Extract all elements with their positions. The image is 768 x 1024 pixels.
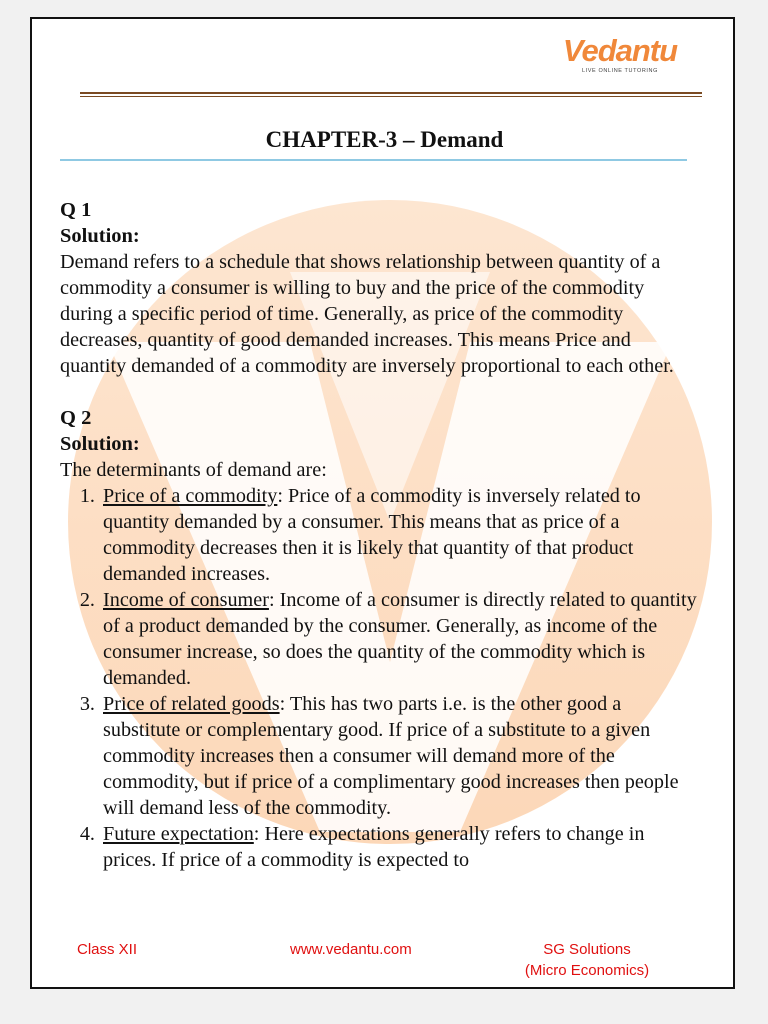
logo-wordmark: Vedantu xyxy=(562,33,678,68)
list-item-term: Income of consumer xyxy=(103,589,269,611)
footer-subject-line1: SG Solutions xyxy=(543,941,631,958)
vedantu-logo xyxy=(560,35,680,75)
determinants-list xyxy=(60,483,700,873)
list-item-text: : Price of a commodity is inversely related to quantity demanded by a consumer. This means that as price of a commodity decreases then it is likely that quantity of that product demanded increases. xyxy=(103,485,641,585)
list-item-text: : Income of a consumer is directly related to quantity of a product demanded by the consumer. Generally, as income of the consumer increase, so does the quantity of the commodity which is demanded. xyxy=(103,589,697,689)
footer-subject-line2: (Micro Economics) xyxy=(524,962,650,979)
header-rule-thin xyxy=(80,96,702,97)
q1-label: Q 1 xyxy=(60,199,92,221)
list-item-text: : This has two parts i.e. is the other good a substitute or complementary good. If price of a substitute to a given commodity increases then a consumer will demand more of the commodity, but if price of a complimentary good increases then people will demand less of the commodity. xyxy=(103,693,679,819)
list-item xyxy=(100,587,700,691)
footer-subject xyxy=(502,939,672,981)
q2-label: Q 2 xyxy=(60,407,92,429)
q2-solution-label: Solution: xyxy=(60,433,140,455)
footer-website-link[interactable]: www.vedantu.com xyxy=(290,941,412,958)
document-page xyxy=(30,17,735,989)
q1-answer: Demand refers to a schedule that shows relationship between quantity of a commodity a consumer is willing to buy and the price of the commodity during a specific period of time. Generally, as price of the commodity decreases, quantity of good demanded increases. This means Price and quantity demanded of a commodity are inversely proportional to each other. xyxy=(60,251,674,377)
logo-tagline: LIVE ONLINE TUTORING xyxy=(582,68,658,74)
content-body xyxy=(60,197,700,873)
chapter-title: CHAPTER-3 – Demand xyxy=(265,127,504,152)
list-item-term: Price of a commodity xyxy=(103,485,278,507)
list-item xyxy=(100,691,700,821)
q2-intro: The determinants of demand are: xyxy=(60,459,327,481)
list-item-term: Price of related goods xyxy=(103,693,280,715)
title-underline xyxy=(60,159,687,161)
footer-class: Class XII xyxy=(77,941,138,958)
q1-solution-label: Solution: xyxy=(60,225,140,247)
header-rule xyxy=(80,92,702,94)
list-item xyxy=(100,821,700,873)
list-item-term: Future expectation xyxy=(103,823,254,845)
list-item xyxy=(100,483,700,587)
list-item-text: : Here expectations generally refers to change in prices. If price of a commodity is expected to xyxy=(103,823,645,871)
